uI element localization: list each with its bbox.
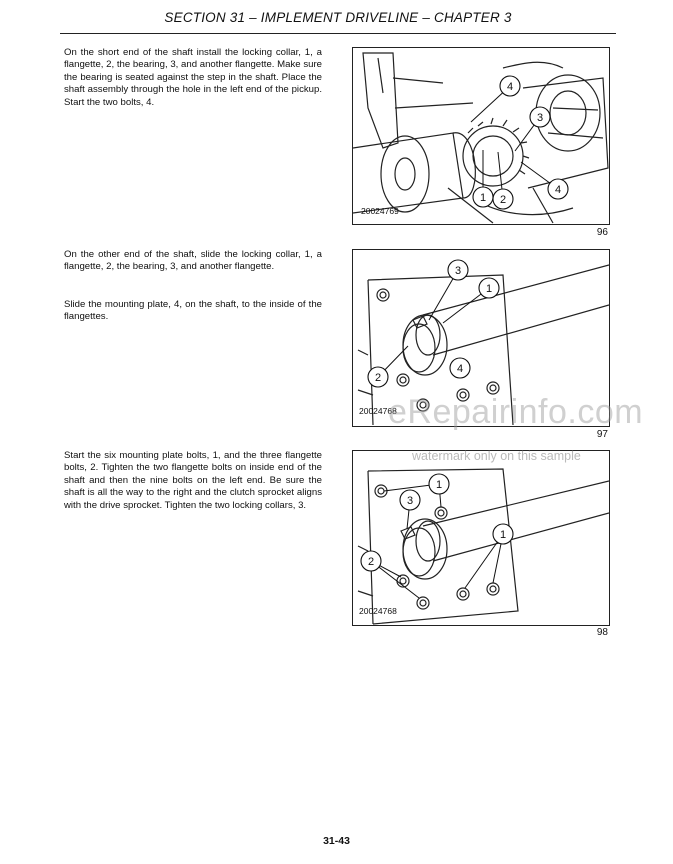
- figure-96-number: 96: [596, 227, 608, 238]
- step-2-text-1: On the other end of the shaft, slide the locking collar, 1, a flangette, 2, the bearing, 3, and another flangette.: [64, 249, 322, 273]
- callout-96-d: [473, 187, 493, 207]
- callout-97-a: [448, 260, 468, 280]
- svg-text:1: 1: [479, 192, 487, 204]
- figure-96-drawing: [353, 48, 609, 224]
- callout-96-e: [493, 189, 513, 209]
- callout-96-a: [500, 76, 520, 96]
- step-1-text: On the short end of the shaft install the locking collar, 1, a flangette, 2, the bearing, 3, and another flangette. Make sure the bearing is seated against the step in the shaft. Place the shaft assembly through the hole in the left end of the pickup. Start the two bolts, 4.: [64, 47, 322, 108]
- page-number: 31-43: [323, 835, 350, 847]
- callout-97-b: [479, 278, 499, 298]
- watermark-note: watermark only on this sample: [412, 449, 581, 463]
- callout-98-c: [493, 524, 513, 544]
- header-rule: [60, 33, 616, 34]
- figure-96: [352, 47, 610, 225]
- figure-98-number: 98: [596, 627, 608, 638]
- svg-text:3: 3: [454, 265, 462, 277]
- svg-text:4: 4: [506, 81, 514, 93]
- figure-96-code: 20024769: [361, 206, 399, 216]
- svg-text:1: 1: [435, 479, 443, 491]
- callout-96-c: [548, 179, 568, 199]
- figure-98-drawing: [353, 451, 609, 625]
- svg-text:4: 4: [554, 184, 562, 196]
- svg-text:2: 2: [374, 372, 382, 384]
- svg-text:3: 3: [536, 112, 544, 124]
- figure-97-number: 97: [596, 429, 608, 440]
- watermark: eRepairinfo.com: [388, 393, 644, 431]
- step-2-text-2: Slide the mounting plate, 4, on the shaft, to the inside of the flangettes.: [64, 299, 322, 323]
- figure-98: [352, 450, 610, 626]
- svg-text:4: 4: [456, 363, 464, 375]
- callout-98-b: [429, 474, 449, 494]
- figure-98-code: 20024768: [359, 606, 397, 616]
- step-3-text: Start the six mounting plate bolts, 1, and the three flangette bolts, 2. Tighten the two flangette bolts on inside end of the shaft and then the nine bolts on the left end. Be sure the shaft is all the way to the right and the clutch sprocket aligns with the drive sprocket. Tighten the two locking collars, 3.: [64, 450, 322, 511]
- figure-97-code: 20024768: [359, 406, 397, 416]
- callout-96-b: [530, 107, 550, 127]
- callout-97-c: [368, 367, 388, 387]
- svg-text:1: 1: [485, 283, 493, 295]
- callout-98-d: [361, 551, 381, 571]
- callout-97-d: [450, 358, 470, 378]
- svg-text:2: 2: [367, 556, 375, 568]
- callout-98-a: [400, 490, 420, 510]
- section-header: SECTION 31 – IMPLEMENT DRIVELINE – CHAPTER 3: [164, 10, 512, 25]
- svg-text:2: 2: [499, 194, 507, 206]
- svg-text:1: 1: [499, 529, 507, 541]
- svg-text:3: 3: [406, 495, 414, 507]
